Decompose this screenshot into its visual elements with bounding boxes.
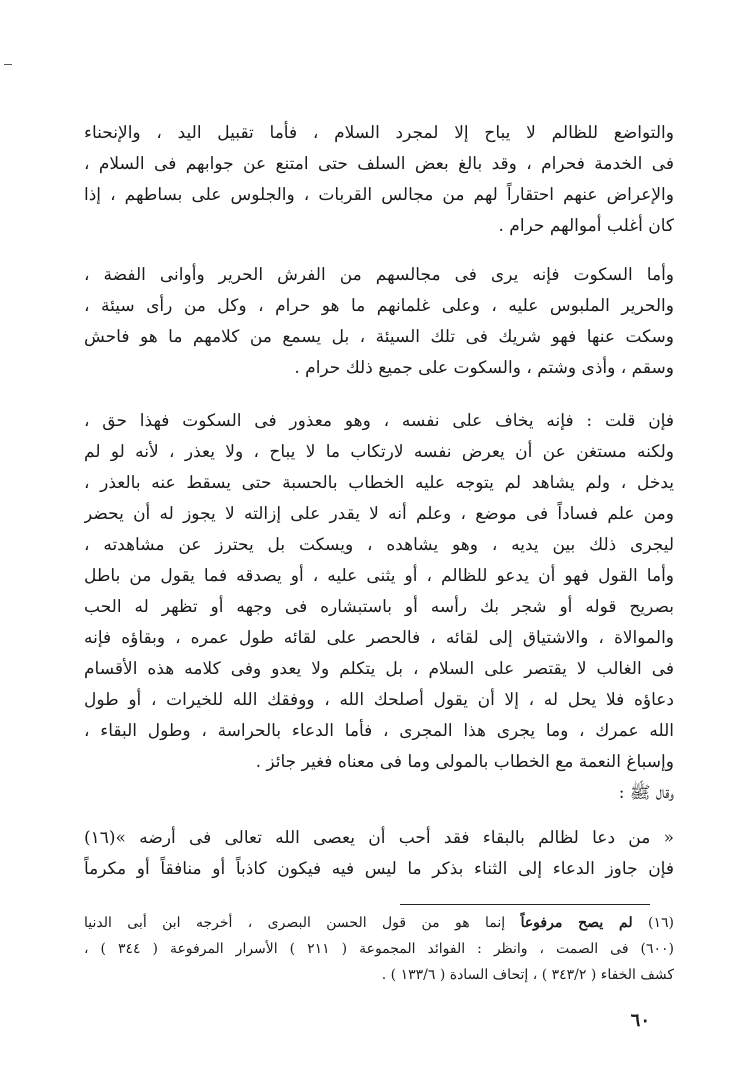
text-line: ومن علم فساداً فى موضع ، وعلم أنه لا يقدر على إزالته لا يجوز له أن يحضر bbox=[84, 504, 674, 524]
text-line: يدخل ، ولم يشاهد لم يتوجه عليه الخطاب بالحسبة حتى يسقط عنه بالعذر ، bbox=[84, 473, 674, 493]
text-line: ولكنه مستغن عن أن يعرض نفسه لارتكاب ما لا يباح ، ولا يعذر ، لأنه لو لم bbox=[84, 442, 674, 462]
footnote-text: إنما هو من قول الحسن البصرى ، أخرجه ابن أبى الدنيا bbox=[84, 915, 506, 931]
paragraph-1 bbox=[84, 118, 674, 242]
hadith-intro: وقال ﷺ : bbox=[618, 783, 674, 803]
text-line: والحرير الملبوس عليه ، وعلى غلمانهم ما هو حرام ، وكل من رأى سيئة ، bbox=[84, 296, 674, 316]
text-line: وسكت عنها فهو شريك فى تلك السيئة ، بل يسمع من كلامهم ما هو فاحش bbox=[84, 327, 674, 347]
main-text bbox=[84, 118, 674, 885]
text-line: ليجرى ذلك بين يديه ، وهو يشاهده ، ويسكت بل يحترز عن مشاهدته ، bbox=[84, 535, 674, 555]
text-line: وأما القول فهو أن يدعو للظالم ، أو يثنى عليه ، أو يصدقه فما يقول من باطل bbox=[84, 566, 674, 586]
footnote-line bbox=[84, 910, 674, 936]
text-line: فى الغالب لا يقتصر على السلام ، بل يتكلم ولا يعدو وفى كلامه هذه الأقسام bbox=[84, 659, 674, 679]
text-line: وسقم ، وأذى وشتم ، والسكوت على جميع ذلك حرام . bbox=[294, 358, 674, 378]
text-line: الله عمرك ، وما يجرى هذا المجرى ، فأما الدعاء بالحراسة ، وطول البقاء ، bbox=[84, 721, 674, 741]
text-line: والتواضع للظالم لا يباح إلا لمجرد السلام ، فأما تقبيل اليد ، والإنحناء bbox=[84, 123, 674, 143]
paragraph-2 bbox=[84, 260, 674, 384]
paragraph-3 bbox=[84, 406, 674, 809]
text-line: فى الخدمة فحرام ، وقد بالغ بعض السلف حتى امتنع عن جوابهم فى السلام ، bbox=[84, 154, 674, 174]
footnote-number: (١٦) bbox=[648, 915, 674, 931]
footnotes bbox=[84, 910, 674, 988]
text-line: والإعراض عنهم احتقاراً لهم من مجالس القربات ، والجلوس على بساطهم ، إذا bbox=[84, 185, 674, 205]
footnote-divider bbox=[400, 904, 650, 905]
page-number: ٦٠ bbox=[630, 1010, 650, 1031]
hadith-quote: « من دعا لظالم بالبقاء فقد أحب أن يعصى الله تعالى فى أرضه »(١٦) bbox=[84, 828, 674, 848]
text-line: والموالاة ، والاشتياق إلى لقائه ، فالحصر على لقائه طول عمره ، وبقاؤه فإنه bbox=[84, 628, 674, 648]
footnote-line: كشف الخفاء ( ٣٤٣/٢ ) ، إتحاف السادة ( ١٣٣/٦ ) . bbox=[381, 967, 674, 983]
footnote-bold-text: لم يصح مرفوعاً bbox=[520, 915, 633, 931]
text-line: دعاؤه فلا يحل له ، إلا أن يقول أصلحك الله ، ووفقك الله للخيرات ، أو طول bbox=[84, 690, 674, 710]
text-line: فإن قلت : فإنه يخاف على نفسه ، وهو معذور فى السكوت فهذا حق ، bbox=[84, 411, 674, 431]
paragraph-4 bbox=[84, 823, 674, 885]
text-line: بصريح قوله أو شجر بك رأسه أو باستبشاره فى وجهه أو تظهر له الحب bbox=[84, 597, 674, 617]
text-line: وإسباغ النعمة مع الخطاب بالمولى وما فى معناه فغير جائز . bbox=[255, 752, 674, 772]
text-line: فإن جاوز الدعاء إلى الثناء بذكر ما ليس فيه فيكون كاذباً أو منافقاً أو مكرماً bbox=[84, 859, 674, 879]
footnote-line: (٦٠٠) فى الصمت ، وانظر : الفوائد المجموعة ( ٢١١ ) الأسرار المرفوعة ( ٣٤٤ ) ، bbox=[84, 941, 674, 957]
text-line: وأما السكوت فإنه يرى فى مجالسهم من الفرش الحرير وأوانى الفضة ، bbox=[84, 265, 674, 285]
text-line: كان أغلب أموالهم حرام . bbox=[498, 216, 674, 236]
scan-edge-mark bbox=[4, 64, 12, 65]
